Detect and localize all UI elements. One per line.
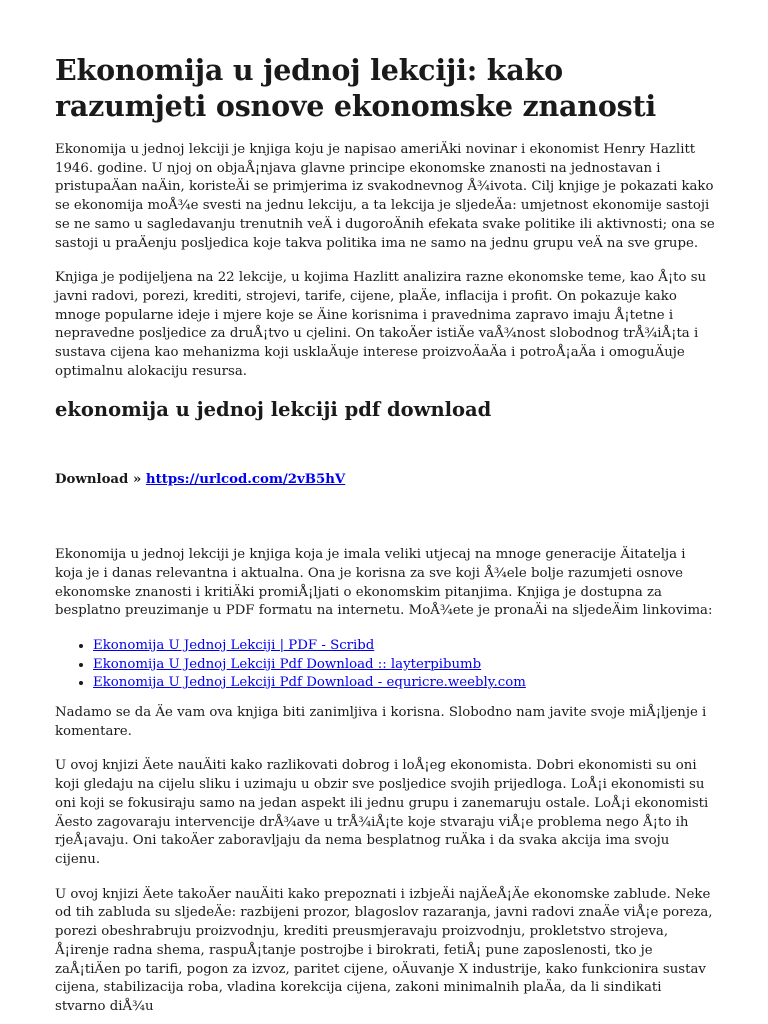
download-line: [55, 471, 715, 490]
closing-paragraph-2: U ovoj knjizi Äete nauÄiti kako razlikovati dobrog i loÅ¡eg ekonomista. Dobri ekonomisti su oni koji gledaju na cijelu sliku i uzimaju u obzir sve posljedice svojih prijedloga. LoÅ¡i ekonomisti su oni koji se fokusiraju samo na jedan aspekt ili jednu grupu i zanemaruju ostale. LoÅ¡i ekonomisti Äesto zagovaraju intervencije drÅ¾ave u trÅ¾iÅ¡te koje stvaraju viÅ¡e problema nego Å¡to ih rjeÅ¡avaju. Oni takoÄer zaboravljaju da nema besplatnog ruÄka i da svaka akcija ima svoju cijenu.: [55, 758, 709, 867]
link-equricre[interactable]: Ekonomija U Jednoj Lekciji Pdf Download - equricre.weebly.com: [93, 675, 526, 691]
download-link[interactable]: https://urlcod.com/2vB5hV: [145, 472, 346, 488]
intro-paragraph-2: Knjiga je podijeljena na 22 lekcije, u kojima Hazlitt analizira razne ekonomske teme, kao Å¡to su javni radovi, porezi, krediti, strojevi, tarife, cijene, plaÄe, inflacija i profit. On pokazuje kako mnoge popularne ideje i mjere koje se Äine korisnima i pravednima zapravo imaju Å¡tetne i nepravedne posljedice za druÅ¡tvo u cjelini. On takoÄer istiÄe vaÅ¾nost slobodnog trÅ¾iÅ¡ta i sustava cijena kao mehanizma koji usklaÄuje interese proizvoÄaÄa i potroÅ¡aÄa i omoguÄuje optimalnu alokaciju resursa.: [55, 270, 707, 379]
document-content: [55, 52, 715, 1024]
page-title: Ekonomija u jednoj lekciji: kako razumjeti osnove ekonomske znanosti: [55, 53, 657, 123]
link-layterpibumb[interactable]: Ekonomija U Jednoj Lekciji Pdf Download :: layterpibumb: [93, 656, 482, 672]
availability-paragraph: Ekonomija u jednoj lekciji je knjiga koja je imala veliki utjecaj na mnoge generacije Äitatelja i koja je i danas relevantna i aktualna. Ona je korisna za sve koji Å¾ele bolje razumjeti osnove ekonomske znanosti i kritiÄki promiÅ¡ljati o ekonomskim pitanjima. Knjiga je dostupna za besplatno preuzimanje u PDF formatu na internetu. MoÅ¾ete je pronaÄi na sljedeÄim linkovima:: [55, 547, 713, 619]
link-scribd[interactable]: Ekonomija U Jednoj Lekciji | PDF - Scribd: [93, 637, 375, 653]
list-item: [93, 674, 715, 693]
closing-paragraph-3: U ovoj knjizi Äete takoÄer nauÄiti kako prepoznati i izbjeÄi najÄeÅ¡Äe ekonomske zablude. Neke od tih zabluda su sljedeÄe: razbijeni prozor, blagoslov razaranja, javni radovi znaÄe viÅ¡e poreza, porezi obeshrabruju proizvodnju, krediti preusmjeravaju proizvodnju, prokletstvo strojeva, Å¡irenje radna shema, raspuÅ¡tanje postrojbe i birokrati, fetiÅ¡ pune zaposlenosti, tko je zaÅ¡tiÄen po tarifi, pogon za izvoz, paritet cijene, oÄuvanje X industrije, kako funkcionira sustav cijena, stabilizacija roba, vladina korekcija cijena, zakoni minimalnih plaÄa, da li sindikati stvarno diÅ¾u: [55, 886, 713, 1014]
link-list: [55, 637, 715, 693]
intro-paragraph-1: Ekonomija u jednoj lekciji je knjiga koju je napisao ameriÄki novinar i ekonomist Henry Hazlitt 1946. godine. U njoj on objaÅ¡njava glavne principe ekonomske znanosti na jednostavan i pristupaÄan naÄin, koristeÄi se primjerima iz svakodnevnog Å¾ivota. Cilj knjige je pokazati kako se ekonomija moÅ¾e svesti na jednu lekciju, a ta lekcija je sljedeÄa: umjetnost ekonomije sastoji se ne samo u sagledavanju trenutnih veÄ i dugoroÄnih efekata svake politike ili aktivnosti; ona se sastoji u praÄenju posljedica koje takva politika ima ne samo na jednu grupu veÄ na sve grupe.: [55, 142, 715, 251]
section-heading: ekonomija u jednoj lekciji pdf download: [55, 398, 492, 422]
list-item: [93, 656, 715, 675]
list-item: [93, 637, 715, 656]
closing-paragraph-1: Nadamo se da Äe vam ova knjiga biti zanimljiva i korisna. Slobodno nam javite svoje miÅ¡ljenje i komentare.: [55, 705, 707, 739]
download-label: Download »: [55, 472, 146, 488]
